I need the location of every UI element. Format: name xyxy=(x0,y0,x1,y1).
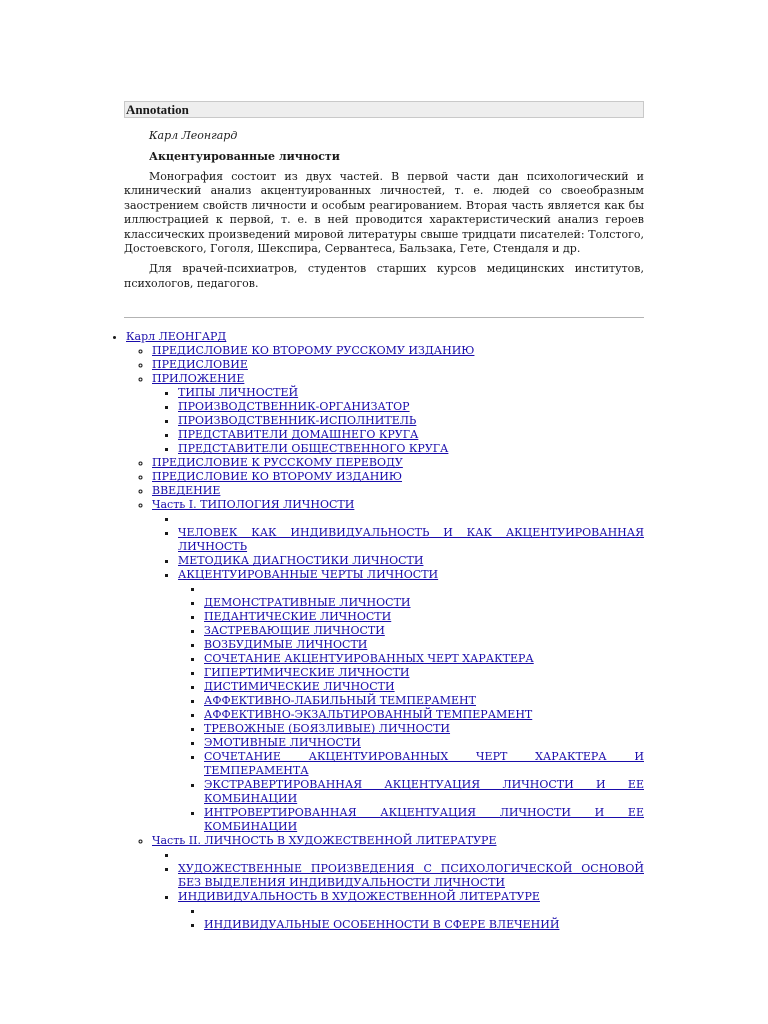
toc-link[interactable]: ПРЕДИСЛОВИЕ xyxy=(152,358,248,372)
toc-empty-item xyxy=(178,512,644,526)
toc-link[interactable]: ЭКСТРАВЕРТИРОВАННАЯ АКЦЕНТУАЦИЯ ЛИЧНОСТИ И ЕЕ КОМБИНАЦИИ xyxy=(204,778,644,806)
toc-link[interactable]: ПРОИЗВОДСТВЕННИК-ИСПОЛНИТЕЛЬ xyxy=(178,414,417,428)
toc-link[interactable]: ПРЕДИСЛОВИЕ КО ВТОРОМУ ИЗДАНИЮ xyxy=(152,470,403,484)
section-divider xyxy=(124,317,644,318)
annotation-title: Annotation xyxy=(126,102,189,117)
book-title: Акцентуированные личности xyxy=(149,150,340,163)
annotation-paragraph: Монография состоит из двух частей. В первой части дан психологический и клинический анализ акцентуированных личностей, т. е. людей со своеобразным заострением свойств личности и особым реагированием. Вторая часть является как бы иллюстрацией к первой, т. е. в ней проводится характеристический анализ героев классических произведений мировой литературы свыше тридцати писателей: Толстого, Достоевского, Гоголя, Шекспира, Сервантеса, Бальзака, Гете, Стендаля и др. xyxy=(124,170,644,256)
toc-item xyxy=(152,470,644,484)
toc-item xyxy=(204,736,644,750)
toc-item xyxy=(204,638,644,652)
toc-link[interactable]: АФФЕКТИВНО-ЭКЗАЛЬТИРОВАННЫЙ ТЕМПЕРАМЕНТ xyxy=(204,708,533,722)
toc-item xyxy=(152,834,644,932)
toc-link[interactable]: ПРЕДСТАВИТЕЛИ ОБЩЕСТВЕННОГО КРУГА xyxy=(178,442,449,456)
toc-link[interactable]: Часть I. ТИПОЛОГИЯ ЛИЧНОСТИ xyxy=(152,498,355,512)
toc-item xyxy=(152,498,644,834)
toc-link[interactable]: ИНДИВИДУАЛЬНОСТЬ В ХУДОЖЕСТВЕННОЙ ЛИТЕРАТУРЕ xyxy=(178,890,540,904)
toc-item xyxy=(204,610,644,624)
toc-link[interactable]: ИНТРОВЕРТИРОВАННАЯ АКЦЕНТУАЦИЯ ЛИЧНОСТИ И ЕЕ КОМБИНАЦИИ xyxy=(204,806,644,834)
author-name: Карл Леонгард xyxy=(149,129,238,142)
toc-link[interactable]: АКЦЕНТУИРОВАННЫЕ ЧЕРТЫ ЛИЧНОСТИ xyxy=(178,568,439,582)
toc-item xyxy=(204,806,644,834)
toc-link[interactable]: ТИПЫ ЛИЧНОСТЕЙ xyxy=(178,386,299,400)
toc-item xyxy=(204,708,644,722)
toc-item xyxy=(152,358,644,372)
toc-link[interactable]: ДИСТИМИЧЕСКИЕ ЛИЧНОСТИ xyxy=(204,680,395,694)
toc-item xyxy=(152,344,644,358)
toc-item xyxy=(178,890,644,932)
toc-item xyxy=(178,862,644,890)
toc-item xyxy=(204,918,644,932)
toc-item xyxy=(178,386,644,400)
toc-link[interactable]: ПРИЛОЖЕНИЕ xyxy=(152,372,245,386)
toc-item xyxy=(152,456,644,470)
toc-item xyxy=(204,680,644,694)
toc-link[interactable]: АФФЕКТИВНО-ЛАБИЛЬНЫЙ ТЕМПЕРАМЕНТ xyxy=(204,694,476,708)
toc-item xyxy=(204,694,644,708)
toc-link[interactable]: ЧЕЛОВЕК КАК ИНДИВИДУАЛЬНОСТЬ И КАК АКЦЕНТУИРОВАННАЯ ЛИЧНОСТЬ xyxy=(178,526,644,554)
document-page xyxy=(124,0,644,932)
toc-item xyxy=(204,750,644,778)
toc-link[interactable]: ХУДОЖЕСТВЕННЫЕ ПРОИЗВЕДЕНИЯ С ПСИХОЛОГИЧЕСКОЙ ОСНОВОЙ БЕЗ ВЫДЕЛЕНИЯ ИНДИВИДУАЛЬНОСТИ ЛИЧНОСТИ xyxy=(178,862,644,890)
toc-item xyxy=(178,526,644,554)
toc-link[interactable]: ВВЕДЕНИЕ xyxy=(152,484,221,498)
toc-link[interactable]: ПРЕДИСЛОВИЕ К РУССКОМУ ПЕРЕВОДУ xyxy=(152,456,403,470)
toc-item xyxy=(126,330,644,932)
toc-link[interactable]: ПЕДАНТИЧЕСКИЕ ЛИЧНОСТИ xyxy=(204,610,392,624)
toc-link[interactable]: ИНДИВИДУАЛЬНЫЕ ОСОБЕННОСТИ В СФЕРЕ ВЛЕЧЕНИЙ xyxy=(204,918,560,932)
toc-item xyxy=(204,778,644,806)
toc-link[interactable]: Часть II. ЛИЧНОСТЬ В ХУДОЖЕСТВЕННОЙ ЛИТЕРАТУРЕ xyxy=(152,834,497,848)
toc-item xyxy=(178,568,644,834)
toc-link[interactable]: ТРЕВОЖНЫЕ (БОЯЗЛИВЫЕ) ЛИЧНОСТИ xyxy=(204,722,451,736)
toc-item xyxy=(204,596,644,610)
toc-link[interactable]: СОЧЕТАНИЕ АКЦЕНТУИРОВАННЫХ ЧЕРТ ХАРАКТЕРА xyxy=(204,652,534,666)
toc-item xyxy=(152,484,644,498)
toc-empty-item xyxy=(204,582,644,596)
toc-link[interactable]: ПРЕДИСЛОВИЕ КО ВТОРОМУ РУССКОМУ ИЗДАНИЮ xyxy=(152,344,475,358)
audience-paragraph: Для врачей-психиатров, студентов старших курсов медицинских институтов, психологов, педагогов. xyxy=(124,262,644,290)
toc-link[interactable]: ПРЕДСТАВИТЕЛИ ДОМАШНЕГО КРУГА xyxy=(178,428,419,442)
toc-link[interactable]: ВОЗБУДИМЫЕ ЛИЧНОСТИ xyxy=(204,638,368,652)
toc-item xyxy=(178,414,644,428)
toc-link[interactable]: ГИПЕРТИМИЧЕСКИЕ ЛИЧНОСТИ xyxy=(204,666,410,680)
toc-link[interactable]: ЗАСТРЕВАЮЩИЕ ЛИЧНОСТИ xyxy=(204,624,385,638)
toc-empty-item xyxy=(178,848,644,862)
toc-item xyxy=(204,666,644,680)
table-of-contents xyxy=(124,330,644,932)
toc-item xyxy=(204,624,644,638)
toc-item xyxy=(178,442,644,456)
toc-link-root[interactable]: Карл ЛЕОНГАРД xyxy=(126,330,227,344)
toc-item xyxy=(204,722,644,736)
annotation-header xyxy=(124,101,644,118)
toc-item xyxy=(178,400,644,414)
toc-link[interactable]: СОЧЕТАНИЕ АКЦЕНТУИРОВАННЫХ ЧЕРТ ХАРАКТЕРА И ТЕМПЕРАМЕНТА xyxy=(204,750,644,778)
toc-item xyxy=(178,428,644,442)
toc-link[interactable]: МЕТОДИКА ДИАГНОСТИКИ ЛИЧНОСТИ xyxy=(178,554,424,568)
toc-item xyxy=(152,372,644,456)
toc-link[interactable]: ПРОИЗВОДСТВЕННИК-ОРГАНИЗАТОР xyxy=(178,400,410,414)
toc-link[interactable]: ЭМОТИВНЫЕ ЛИЧНОСТИ xyxy=(204,736,361,750)
toc-empty-item xyxy=(204,904,644,918)
toc-item xyxy=(178,554,644,568)
toc-link[interactable]: ДЕМОНСТРАТИВНЫЕ ЛИЧНОСТИ xyxy=(204,596,411,610)
toc-item xyxy=(204,652,644,666)
